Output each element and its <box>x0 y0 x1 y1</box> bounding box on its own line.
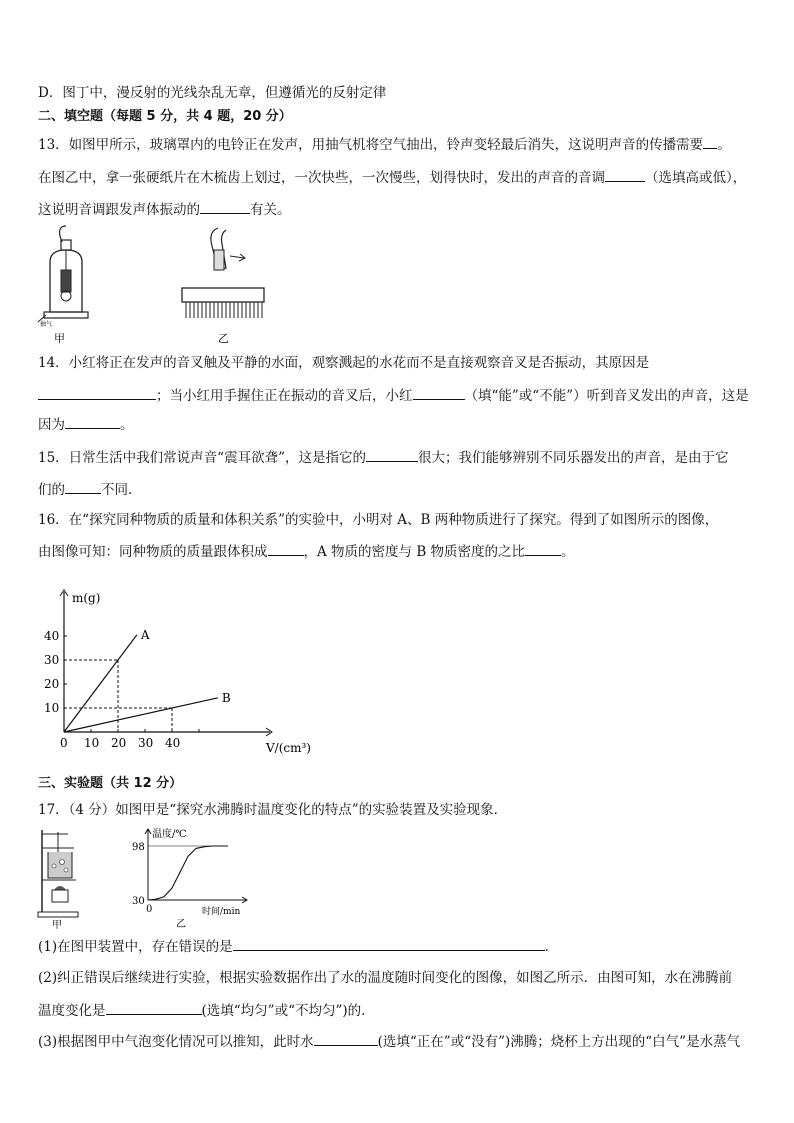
q16-line-2: 由图像可知：同种物质的质量跟体积成 ，A 物质的密度与 B 物质密度的之比 。 <box>38 544 575 560</box>
figure-jia-caption: 甲 <box>54 332 65 345</box>
x-tick-label: 30 <box>138 736 154 750</box>
q14-line-1: 14．小红将正在发声的音叉触及平静的水面，观察溅起的水花而不是直接观察音叉是否振动，其原因是 <box>38 355 650 371</box>
series-b-line <box>64 698 218 732</box>
y-tick-label: 10 <box>44 701 60 715</box>
y-tick-label: 30 <box>44 653 60 667</box>
q14-blank-3[interactable] <box>65 415 120 429</box>
y-tick-label: 20 <box>44 677 60 691</box>
mass-volume-chart-svg <box>40 586 330 758</box>
y-tick-label: 98 <box>132 842 145 853</box>
boiling-apparatus-drawing <box>36 826 82 930</box>
q15-blank-2[interactable] <box>65 480 101 494</box>
pump-label: 抽气 <box>40 321 53 328</box>
series-a-label: A <box>140 627 150 642</box>
option-d: D．图丁中，漫反射的光线杂乱无章，但遵循光的反射定律 <box>38 85 387 101</box>
q15-blank-1[interactable] <box>366 448 418 462</box>
q13-blank-1[interactable] <box>703 135 717 149</box>
q16-blank-1[interactable] <box>268 542 304 556</box>
y-axis-label: m(g) <box>72 591 101 605</box>
comb-drawing <box>178 222 268 347</box>
x-axis-label: V/(cm³) <box>266 741 311 755</box>
figure-17-jia-caption: 甲 <box>52 920 62 930</box>
section-2-title: 二、填空题（每题 5 分，共 4 题，20 分） <box>38 109 292 124</box>
q17-blank-1[interactable] <box>233 937 545 951</box>
bell-jar-figure <box>36 222 96 347</box>
figure-yi-caption: 乙 <box>218 332 229 345</box>
y-tick-label: 30 <box>132 896 145 907</box>
q14-blank-1[interactable] <box>38 386 156 400</box>
q13-line-3: 这说明音调跟发声体振动的 有关。 <box>38 202 291 218</box>
q17-2b: 温度变化是 (选填“均匀”或“不均匀”)的． <box>38 1003 375 1019</box>
q16-line-1: 16．在“探究同种物质的质量和体积关系”的实验中，小明对 A、B 两种物质进行了探究。得到了如图所示的图像， <box>38 512 719 528</box>
x-tick-label: 20 <box>111 736 127 750</box>
q14-line-3: 因为 。 <box>38 417 134 433</box>
y-tick-label: 40 <box>44 629 60 643</box>
q15-line-2: 们的 不同． <box>38 482 142 498</box>
q17-1: (1)在图甲装置中，存在错误的是 ． <box>38 939 559 955</box>
x-tick-label: 40 <box>165 736 181 750</box>
comb-figure <box>178 222 268 347</box>
series-b-label: B <box>221 690 231 705</box>
q17-3: (3)根据图甲中气泡变化情况可以推知，此时水 (选填“正在”或“没有”)沸腾；烧杯上方出现的“白气”是水蒸气 <box>38 1034 741 1050</box>
q14-line-2: ；当小红用手握住正在振动的音叉后，小红 （填“能”或“不能”）听到音叉发出的声音，这是 <box>38 386 749 405</box>
temperature-time-chart-svg <box>118 826 258 930</box>
q17-blank-2[interactable] <box>106 1001 202 1015</box>
q15-line-1: 15．日常生活中我们常说声音“震耳欲聋”，这是指它的 很大；我们能够辨别不同乐器发出的声音，是由于它 <box>38 450 729 466</box>
temperature-curve <box>148 846 228 900</box>
section-3-title: 三、实验题（共 12 分） <box>38 776 183 791</box>
q13-blank-2[interactable] <box>605 168 645 182</box>
q17-blank-3[interactable] <box>314 1032 378 1046</box>
x-tick-label: 10 <box>84 736 100 750</box>
q14-blank-2[interactable] <box>413 386 465 400</box>
series-a-line <box>64 635 137 732</box>
q13-blank-3[interactable] <box>200 200 250 214</box>
x-tick-label: 0 <box>146 904 153 915</box>
y-axis-label: 温度/℃ <box>152 829 187 840</box>
comb-teeth <box>186 302 262 318</box>
q17-header: 17．（4 分）如图甲是“探究水沸腾时温度变化的特点”的实验装置及实验现象． <box>38 802 508 818</box>
mass-volume-chart <box>40 586 330 758</box>
q16-blank-2[interactable] <box>525 542 561 556</box>
q17-2a: (2)纠正错误后继续进行实验，根据实验数据作出了水的温度随时间变化的图像，如图乙所示．由图可知，水在沸腾前 <box>38 970 733 986</box>
bell-jar-drawing <box>36 222 96 347</box>
q13-line-1: 13．如图甲所示，玻璃罩内的电铃正在发声，用抽气机将空气抽出，铃声变轻最后消失，这说明声音的传播需要 。 <box>38 137 731 153</box>
x-tick-label: 0 <box>60 736 68 750</box>
boiling-apparatus-figure <box>36 826 82 930</box>
temperature-time-chart <box>118 826 258 930</box>
q13-line-2: 在图乙中，拿一张硬纸片在木梳齿上划过，一次快些，一次慢些，划得快时，发出的声音的音调 （选填高或低）， <box>38 170 747 186</box>
x-axis-label: 时间/min <box>202 907 241 917</box>
figure-17-yi-caption: 乙 <box>176 919 186 930</box>
